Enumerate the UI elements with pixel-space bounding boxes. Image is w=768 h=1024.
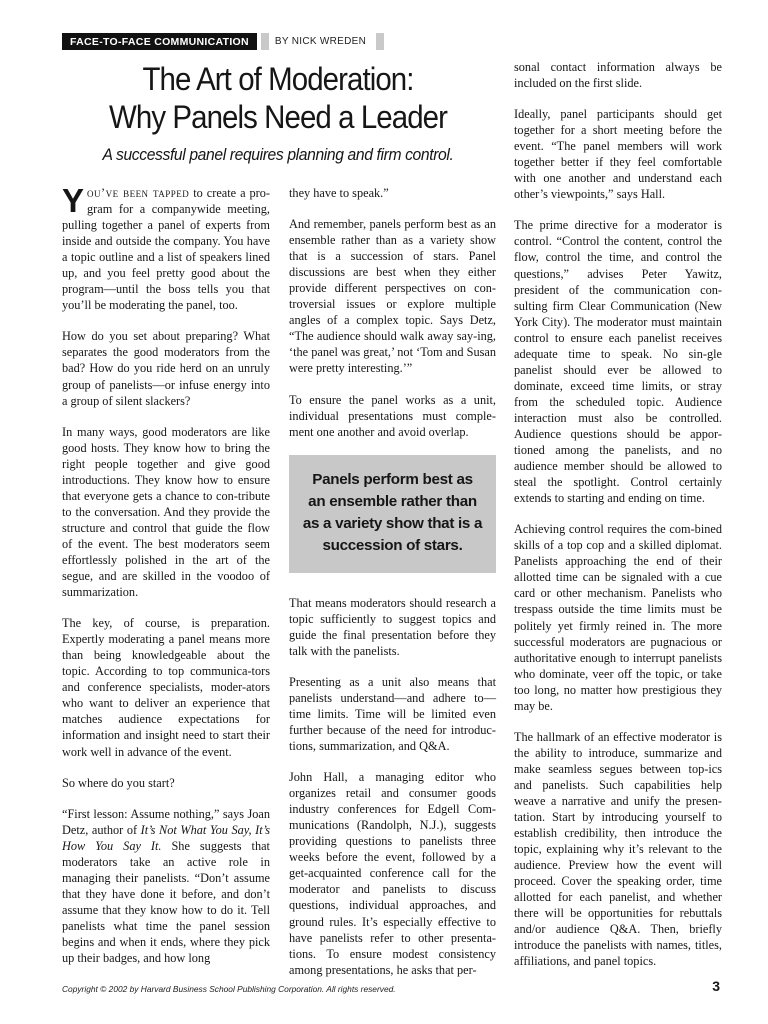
column-1: [62, 182, 270, 981]
paragraph: In many ways, good moderators are like good hosts. They know how to bring the right people together and give good introductions. They know how to ensure that everyone gets a chance to con-tribute to the conversation. And they provide the structure and control that guide the flow of the event. The best moderators seem effortlessly polished in the art of the segue, and are skilled in the voodoo of summarization.: [62, 424, 270, 600]
paragraph: they have to speak.”: [289, 186, 389, 200]
book-title: It’s Not What You Say, It’s How You Say It.: [62, 822, 270, 853]
paragraph: The hallmark of an effective moderator is the ability to introduce, summarize and make seamless segues between top-ics and panelists. Such capabilities help weave a narrative and unify the presen-tation. Start by introducing yourself to establish credibility, then introduce the topic, explaining why it’s relevant to the audience. Preview how the event will proceed. Cover the speaking order, time allotted for each panelist, and whether there will be opportunities for rebuttals and/or audience Q&A. Then, briefly introduce the panelists with names, titles, affiliations, and panel topics.: [514, 729, 722, 969]
paragraph: sonal contact information always be included on the first slide.: [514, 60, 722, 91]
header-bar: [62, 33, 384, 50]
paragraph-text: “First lesson: Assume nothing,” says Joan Detz, author of: [62, 806, 270, 837]
page-number: 3: [712, 978, 720, 994]
column-3: [514, 59, 722, 984]
title-block: [62, 60, 494, 165]
header-end-block: [376, 33, 384, 50]
paragraph: John Hall, a managing editor who organizes retail and consumer goods industry conferences for Edgell Com-munications (Randolph, N.J.), suggests providing questions to panelists three weeks before the event, followed by a get-acquainted conference call for the moderator and panelists to discuss questions, individual approaches, and ground rules. It’s especially effective to have panelists refer to other presenta-tions. To ensure modest consistency among presentations, he asks that per-: [289, 770, 496, 977]
paragraph: To ensure the panel works as a unit, individual presentations must comple-ment one another and avoid overlap.: [289, 392, 496, 439]
pull-quote-line: an ensemble rather than: [308, 492, 477, 510]
pull-quote: [289, 455, 496, 573]
paragraph-text: to create a pro-gram for a companywide meeting, pulling together a panel of experts from inside and outside the company. You have a topic outline and a list of speakers lined up, and you feel pretty good about the program—until the boss tells you that you’ll be moderating the panel, too.: [62, 186, 270, 313]
paragraph: Presenting as a unit also means that panelists understand—and adhere to— time limits. Time will be limited even further because of the need for introduc-tions, summarization, and Q&A.: [289, 674, 496, 754]
paragraph: How do you set about preparing? What separates the good moderators from the bad? How do you ride herd on an unruly group of panelists—or infuse energy into a group of silent slackers?: [62, 329, 270, 408]
header-divider: [261, 33, 269, 50]
paragraph: [62, 806, 270, 966]
section-tag: FACE-TO-FACE COMMUNICATION: [62, 33, 257, 50]
lead-in: ou’ve been tapped: [87, 186, 190, 200]
pull-quote-line: as a variety show that is a: [302, 514, 483, 532]
article-title: [79, 60, 476, 136]
pull-quote-line: succession of stars.: [322, 536, 463, 554]
paragraph-text: She suggests that moderators take an active role in managing their panelists. “Don’t assume that they have done it before, and don’t assume that they know how to do it. Tell panelists what time the panel session begins and when it ends, where they pick up their badges, and how long: [62, 838, 270, 966]
paragraph: So where do you start?: [62, 775, 175, 790]
title-line-2: Why Panels Need a Leader: [109, 99, 447, 135]
paragraph: Ideally, panel participants should get together for a short meeting before the event. “The panel members will work together better if they feel comfortable with one another and understand each other’s viewpoints,” says Hall.: [514, 107, 722, 202]
article-subtitle: A successful panel requires planning and firm control.: [102, 146, 454, 164]
paragraph: The key, of course, is preparation. Expertly moderating a panel means more than being knowledgeable about the topic. According to top communica-tors and conference specialists, moder-ators who want to deliver an experience that matches audience expectations for information and insight need to start their work well in advance of the event.: [62, 616, 270, 759]
paragraph: And remember, panels perform best as an ensemble rather than as a variety show that is a succession of stars. Panel discussions are best when they either provide different perspectives on con-troversial issues or explore multiple angles of a complex topic. Says Detz, “The audience should walk away say-ing, ‘the panel was great,’ not ‘Tom and Susan were pretty interesting.’”: [289, 217, 496, 376]
drop-cap: Y: [62, 182, 85, 219]
copyright-notice: Copyright © 2002 by Harvard Business School Publishing Corporation. All rights reserved.: [62, 984, 396, 994]
pull-quote-line: Panels perform best as: [312, 470, 473, 488]
paragraph: That means moderators should research a topic sufficiently to suggest topics and guide the final presentation before they talk with the panelists.: [289, 595, 496, 658]
title-line-1: The Art of Moderation:: [142, 61, 414, 97]
column-2: [289, 185, 496, 993]
byline: BY NICK WREDEN: [269, 33, 376, 50]
paragraph: [62, 182, 270, 313]
paragraph: Achieving control requires the com-bined skills of a top cop and a skilled diplomat. Panelists approaching the end of their allotted time can be signaled with a cue card or other mechanism. Panelists who trespass outside the time limits must be politely yet firmly reined in. The more successful moderators are pugnacious or authoritative enough to interrupt panelists who dominate, veer off the topic, or take too long, no matter how prestigious they may be.: [514, 522, 722, 713]
paragraph: The prime directive for a moderator is control. “Control the content, control the flow, control the time, and control the questions,” advises Peter Yawitz, president of the communication con-sulting firm Clear Communication (New York City). The moderator must maintain control to ensure each panelist receives adequate time to speak. No sin-gle panelist should ever be allowed to dominate, exceed time limits, or stray from the scheduled topic. Audience interaction must also be controlled. Audience questions should be appor-tioned among the panelists, and no audience member should be allowed to steal the spotlight. Control certainly extends to starting and ending on time.: [514, 218, 722, 506]
